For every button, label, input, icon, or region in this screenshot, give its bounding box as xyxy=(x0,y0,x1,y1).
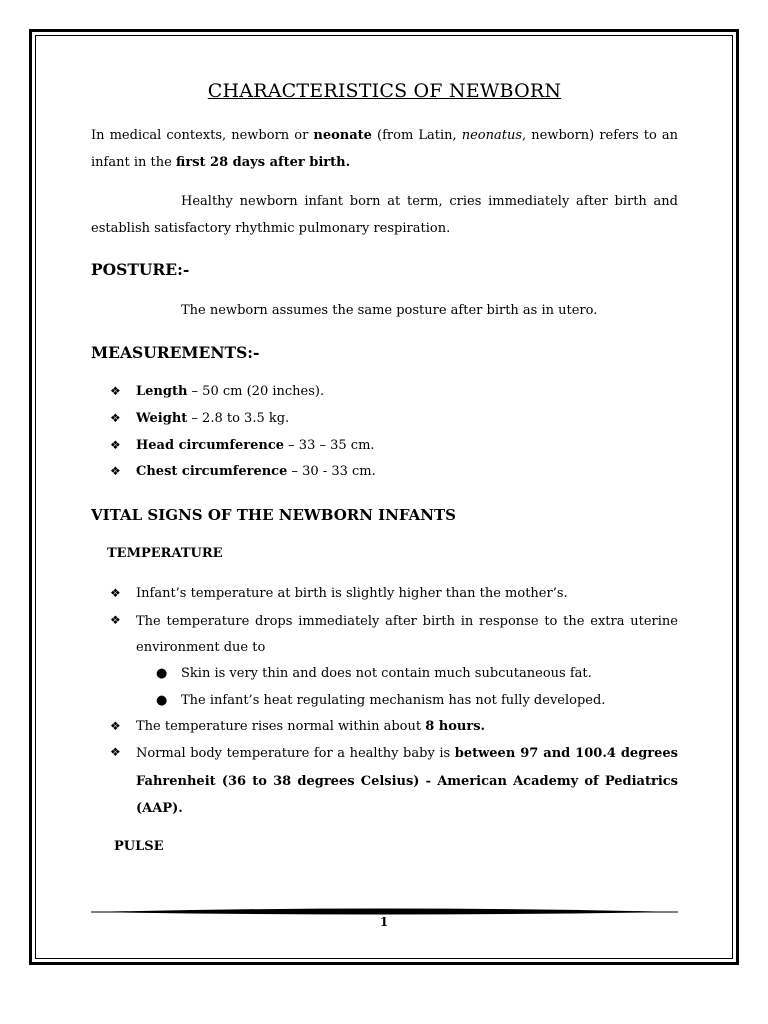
diamond-bullet-icon: ❖ xyxy=(110,745,121,759)
diamond-bullet-icon: ❖ xyxy=(110,586,121,600)
temperature-bold-text: between 97 and 100.4 degrees xyxy=(454,746,679,761)
healthy-line-1: Healthy newborn infant born at term, cries immediately after birth and xyxy=(181,194,678,209)
bullet-dot-icon: ● xyxy=(156,693,168,708)
diamond-bullet-icon: ❖ xyxy=(110,464,121,478)
temperature-item-text: Infant’s temperature at birth is slightly higher than the mother’s. xyxy=(136,586,568,601)
page-number: 1 xyxy=(379,915,389,929)
intro-text: (from Latin, xyxy=(371,128,462,143)
measurement-value: – 33 – 35 cm. xyxy=(284,438,375,453)
temperature-item-text xyxy=(136,745,678,763)
sub-list-text: The infant’s heat regulating mechanism has not fully developed. xyxy=(181,693,606,708)
measurement-label: Weight xyxy=(136,411,188,426)
diamond-bullet-icon: ❖ xyxy=(110,384,121,398)
measurements-heading: MEASUREMENTS:- xyxy=(91,343,260,362)
temperature-item-text: The temperature rises normal within about xyxy=(136,719,426,734)
vital-signs-heading: VITAL SIGNS OF THE NEWBORN INFANTS xyxy=(91,506,457,524)
measurement-value: – 2.8 to 3.5 kg. xyxy=(187,411,290,426)
sub-list-text: Skin is very thin and does not contain much subcutaneous fat. xyxy=(181,666,592,681)
term-neonate: neonate xyxy=(313,128,372,143)
temperature-bold-text: 8 hours. xyxy=(425,719,486,734)
intro-text: In medical contexts, newborn or xyxy=(91,128,314,143)
diamond-bullet-icon: ❖ xyxy=(110,411,121,425)
temperature-item-text: The temperature drops immediately after birth in response to the extra uterine xyxy=(136,614,678,629)
intro-line-2 xyxy=(91,154,678,172)
bullet-dot-icon: ● xyxy=(156,666,168,681)
temperature-item-text: environment due to xyxy=(136,640,266,655)
measurement-label: Chest circumference xyxy=(136,464,288,479)
measurement-label: Length xyxy=(136,384,188,399)
measurement-value: – 30 - 33 cm. xyxy=(287,464,376,479)
term-neonatus: neonatus xyxy=(461,128,523,143)
temperature-heading: TEMPERATURE xyxy=(107,546,223,561)
diamond-bullet-icon: ❖ xyxy=(110,613,121,627)
measurement-value: – 50 cm (20 inches). xyxy=(187,384,325,399)
diamond-bullet-icon: ❖ xyxy=(110,438,121,452)
temperature-item-text: Normal body temperature for a healthy baby is xyxy=(136,746,455,761)
posture-text: The newborn assumes the same posture after birth as in utero. xyxy=(181,303,598,318)
diamond-bullet-icon: ❖ xyxy=(110,719,121,733)
page-border-inner xyxy=(35,35,733,959)
page-title: CHARACTERISTICS OF NEWBORN xyxy=(207,80,562,102)
temperature-bold-line: (AAP). xyxy=(136,801,183,816)
posture-heading: POSTURE:- xyxy=(91,260,190,279)
temperature-bold-line: Fahrenheit (36 to 38 degrees Celsius) - American Academy of Pediatrics xyxy=(136,774,678,789)
intro-bold-text: first 28 days after birth. xyxy=(175,155,351,170)
intro-text: , newborn) refers to an xyxy=(522,128,678,143)
intro-line-1 xyxy=(91,127,678,145)
pulse-heading: PULSE xyxy=(114,839,164,854)
intro-text: infant in the xyxy=(91,155,176,170)
measurement-label: Head circumference xyxy=(136,438,285,453)
healthy-line-2: establish satisfactory rhythmic pulmonary respiration. xyxy=(91,221,451,236)
